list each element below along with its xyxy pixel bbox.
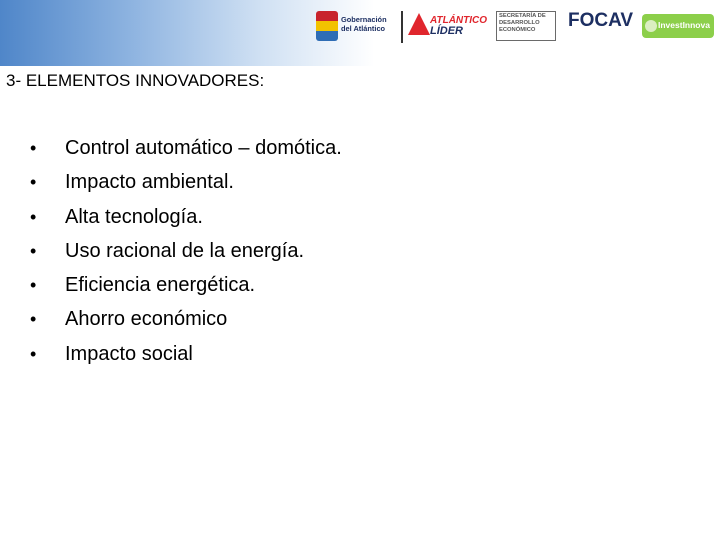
atlantico-lider-text-line1: ATLÁNTICO	[430, 15, 488, 26]
bullet-icon: •	[30, 343, 37, 364]
bullet-icon: •	[30, 138, 37, 158]
focav-logo	[566, 8, 646, 50]
bullet-icon: •	[30, 240, 37, 261]
list-item-text: Control automático – domótica.	[65, 137, 342, 159]
focav-logo-text: FOCAV	[568, 10, 634, 31]
list-item-text: Eficiencia energética.	[65, 274, 256, 297]
gobernacion-seal-icon	[316, 11, 338, 41]
logo-divider	[401, 11, 403, 43]
gobernacion-logo	[316, 8, 398, 50]
atlantico-lider-mark-icon	[408, 13, 430, 35]
bullet-icon: •	[30, 275, 37, 296]
atlantico-lider-logo	[408, 8, 490, 50]
atlantico-lider-text-line2: LÍDER	[430, 25, 463, 37]
partner-logos	[316, 8, 716, 50]
section-title: 3- ELEMENTOS INNOVADORES:	[6, 71, 265, 90]
list-item-text: Uso racional de la energía.	[65, 239, 305, 262]
investinnova-logo	[642, 8, 716, 50]
gobernacion-logo-text: Gobernación del Atlántico	[341, 15, 387, 33]
secretaria-logo	[496, 8, 558, 50]
investinnova-logo-text: InvestInnova	[658, 20, 710, 30]
bullet-icon: •	[30, 309, 37, 330]
bullet-icon: •	[30, 206, 37, 227]
list-item-text: Ahorro económico	[65, 308, 228, 331]
secretaria-logo-text: SECRETARÍA DE DESARROLLO ECONÓMICO	[499, 13, 546, 33]
list-item-text: Alta tecnología.	[65, 205, 203, 228]
bulb-icon	[645, 20, 657, 32]
list-item-text: Impacto social	[65, 342, 193, 365]
bullet-icon: •	[30, 172, 37, 193]
list-item-text: Impacto ambiental.	[65, 171, 234, 194]
